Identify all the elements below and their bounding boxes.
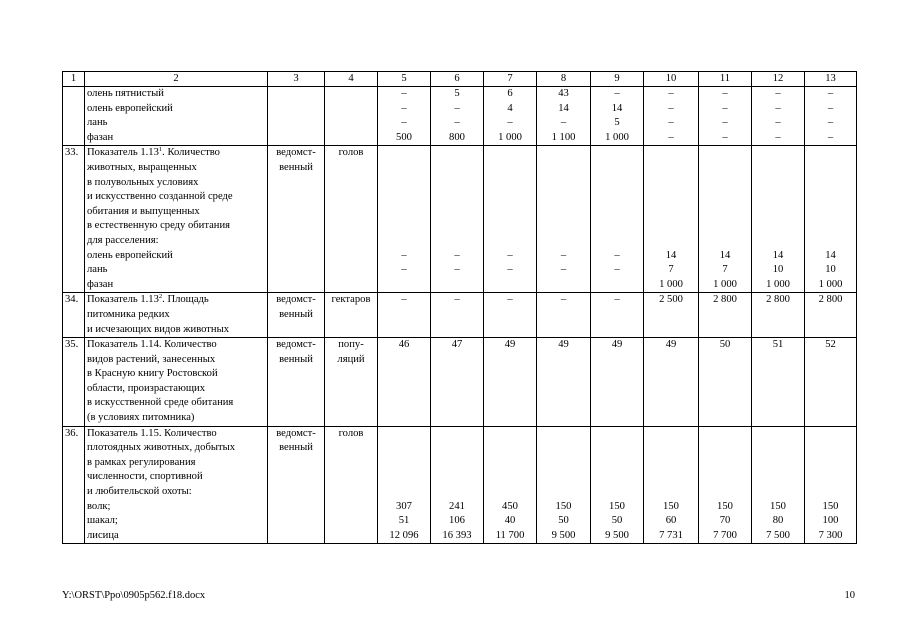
value: 5 (614, 117, 620, 129)
value (486, 278, 534, 293)
value-cell (805, 426, 857, 544)
row-number-cell (63, 87, 85, 146)
value: – (668, 88, 674, 99)
description-line: животных, выращенных (87, 161, 197, 173)
value: 150 (717, 500, 733, 512)
value-cell (537, 87, 591, 146)
column-numbers-row (63, 72, 857, 87)
value-cell (752, 87, 805, 146)
value: 9 500 (551, 529, 576, 541)
value-cell (752, 426, 805, 544)
value: – (722, 117, 728, 129)
column-number-cell: 9 (591, 72, 644, 87)
value: – (507, 264, 513, 276)
department-line: ведомст- (276, 147, 316, 159)
value-cell: – (378, 293, 431, 338)
row-number-cell: 36. (63, 426, 85, 544)
value: – (827, 88, 834, 99)
table-row (63, 87, 857, 146)
value (539, 278, 588, 293)
value: 7 731 (659, 529, 683, 541)
value-cell: 50 (699, 338, 752, 427)
value-cell (699, 87, 752, 146)
value (433, 278, 481, 293)
value-cell: 52 (805, 338, 857, 427)
value: 70 (719, 515, 731, 527)
department-line: ведомст- (276, 294, 316, 306)
value: – (722, 102, 728, 114)
description-line: в полувольных условиях (87, 176, 199, 188)
column-number-cell: 3 (268, 72, 325, 87)
department-line: венный (279, 353, 313, 365)
value: 307 (396, 500, 412, 512)
value: 7 500 (766, 529, 790, 541)
item-label: фазан (87, 131, 114, 143)
unit-cell: голов (325, 146, 378, 293)
department-line: ведомст- (276, 339, 316, 351)
description-line: в искусственной среде обитания (87, 397, 234, 409)
description-line: и исчезающих видов животных (87, 323, 230, 335)
value-cell (644, 87, 699, 146)
value: – (401, 117, 407, 129)
value-cell: 47 (431, 338, 484, 427)
value: – (560, 264, 567, 276)
value: 7 300 (818, 529, 843, 541)
indicator-name-cell (85, 87, 268, 146)
value: – (775, 88, 781, 99)
value-cell (644, 426, 699, 544)
table-row (63, 293, 857, 338)
value: – (827, 131, 834, 143)
value-cell (805, 87, 857, 146)
value-cell: – (591, 293, 644, 338)
value-cell: 2 800 (752, 293, 805, 338)
value-cell: 49 (537, 338, 591, 427)
value: 50 (611, 515, 623, 527)
value-cell: 49 (484, 338, 537, 427)
value-cell: – (537, 293, 591, 338)
value: 50 (558, 515, 569, 527)
value-cell (805, 146, 857, 293)
indicator-title (87, 293, 265, 308)
description-line: численности, спортивной (87, 471, 203, 483)
title-text: . Количество (162, 147, 220, 159)
value: 1 100 (551, 131, 576, 143)
indicator-title (87, 146, 265, 161)
indicators-table (62, 71, 857, 544)
row-number-cell: 35. (63, 338, 85, 427)
value: 14 (825, 249, 836, 261)
value-cell: – (431, 293, 484, 338)
value: – (775, 131, 781, 143)
title-text: Показатель 1.13 (87, 147, 159, 159)
value-cell (537, 426, 591, 544)
column-number-cell: 2 (85, 72, 268, 87)
item-label: волк; (87, 500, 111, 512)
value: 5 (454, 88, 460, 99)
value: – (454, 249, 460, 261)
column-number-cell: 6 (431, 72, 484, 87)
value: – (722, 88, 728, 99)
description-line: плотоядных животных, добытых (87, 442, 236, 454)
title-text: Показатель 1.13 (87, 294, 159, 306)
value: 1 000 (605, 131, 629, 143)
value: 100 (822, 515, 839, 527)
value: 800 (449, 131, 465, 143)
description-line: видов растений, занесенных (87, 353, 216, 365)
value: 150 (770, 500, 786, 512)
value: 11 700 (495, 529, 525, 541)
value: – (827, 117, 834, 129)
item-label: шакал; (87, 515, 118, 527)
indicator-name-cell (85, 426, 268, 544)
value: 9 500 (605, 529, 629, 541)
value-cell: 49 (644, 338, 699, 427)
table-row (63, 146, 857, 293)
value-cell (431, 87, 484, 146)
value (593, 278, 641, 293)
value: – (454, 117, 460, 129)
value: 10 (772, 264, 784, 276)
value (380, 278, 428, 293)
description-line: (в условиях питомника) (87, 412, 195, 424)
description-line: в Красную книгу Ростовской (87, 368, 218, 380)
value: – (454, 102, 460, 114)
value: 80 (772, 515, 784, 527)
value: 51 (398, 515, 410, 527)
footnote-mark: 1 (158, 146, 163, 154)
value: 150 (663, 500, 679, 512)
value-cell: 2 800 (699, 293, 752, 338)
department-cell (268, 338, 325, 427)
value-cell (644, 146, 699, 293)
value: 1 000 (498, 131, 522, 143)
value-cell (752, 146, 805, 293)
value-cell (537, 146, 591, 293)
value: – (507, 249, 513, 261)
value: 40 (504, 515, 516, 527)
value-cell: 51 (752, 338, 805, 427)
description-line: в рамках регулирования (87, 456, 196, 468)
value: 14 (665, 249, 677, 261)
value: – (614, 249, 620, 261)
description-line: в естественную среду обитания (87, 220, 231, 232)
department-cell (268, 293, 325, 338)
column-number-cell: 4 (325, 72, 378, 87)
unit-line: попу- (338, 339, 364, 351)
row-number-cell: 33. (63, 146, 85, 293)
indicator-name-cell (85, 293, 268, 338)
value-cell (378, 426, 431, 544)
value: – (614, 264, 620, 276)
description-line: Показатель 1.15. Количество (87, 427, 217, 439)
value-cell (591, 146, 644, 293)
value-cell: 46 (378, 338, 431, 427)
column-number-cell: 7 (484, 72, 537, 87)
value-cell (699, 426, 752, 544)
value: – (775, 117, 781, 129)
value: 1 000 (659, 278, 683, 290)
column-number-cell: 5 (378, 72, 431, 87)
item-label: олень европейский (87, 102, 173, 114)
value-cell (431, 426, 484, 544)
table-row (63, 426, 857, 544)
department-line: венный (279, 161, 313, 173)
item-label: фазан (87, 278, 114, 290)
value: – (614, 88, 620, 99)
value-cell: 2 500 (644, 293, 699, 338)
description-line: питомника редких (87, 308, 170, 320)
value: 14 (772, 249, 784, 261)
value: 150 (555, 500, 572, 512)
value-cell (699, 146, 752, 293)
column-number-cell: 13 (805, 72, 857, 87)
unit-cell (325, 87, 378, 146)
document-file-path: Y:\ORST\Ppo\0905p562.f18.docx (62, 590, 206, 601)
value: – (401, 88, 407, 99)
footnote-mark: 2 (158, 293, 163, 301)
value: – (668, 131, 674, 143)
unit-cell: голов (325, 426, 378, 544)
value-cell: 49 (591, 338, 644, 427)
description-line: и любительской охоты: (87, 486, 192, 498)
department-line: венный (279, 442, 313, 454)
column-number-cell: 10 (644, 72, 699, 87)
value: 241 (449, 500, 465, 512)
description-line: области, произрастающих (87, 382, 206, 394)
value: – (668, 102, 674, 114)
value: 10 (825, 264, 836, 276)
value-cell (484, 426, 537, 544)
description-line: Показатель 1.14. Количество (87, 339, 217, 351)
value: 7 (668, 264, 674, 276)
value: – (560, 117, 567, 129)
value: 12 096 (389, 529, 419, 541)
value: 4 (507, 102, 513, 114)
title-text: . Площадь (162, 294, 209, 306)
column-number-cell: 12 (752, 72, 805, 87)
value-cell (484, 146, 537, 293)
value-cell (591, 426, 644, 544)
value-cell (378, 87, 431, 146)
value: – (827, 102, 834, 114)
unit-cell (325, 338, 378, 427)
value: – (560, 249, 567, 261)
department-cell (268, 146, 325, 293)
value-cell (484, 87, 537, 146)
column-number-cell: 11 (699, 72, 752, 87)
value-cell: – (484, 293, 537, 338)
indicator-name-cell (85, 146, 268, 293)
value-cell (378, 146, 431, 293)
table-row (63, 338, 857, 427)
value: – (454, 264, 460, 276)
item-label: олень пятнистый (87, 88, 164, 99)
value: – (775, 102, 781, 114)
page-number: 10 (844, 590, 855, 601)
value: 14 (611, 102, 623, 114)
column-number-cell: 8 (537, 72, 591, 87)
value: 1 000 (713, 278, 737, 290)
description-line: для расселения: (87, 234, 159, 246)
value: 1 000 (818, 278, 843, 290)
value: 106 (449, 515, 465, 527)
description-line: обитания и выпущенных (87, 205, 200, 217)
value: 150 (609, 500, 625, 512)
value: 14 (558, 102, 569, 114)
value: – (401, 249, 407, 261)
value: 500 (396, 131, 412, 143)
unit-line: ляций (337, 353, 365, 365)
row-number-cell: 34. (63, 293, 85, 338)
value: 60 (665, 515, 677, 527)
value-cell: 2 800 (805, 293, 857, 338)
department-line: венный (279, 308, 313, 320)
value: 14 (719, 249, 731, 261)
value: 7 (722, 264, 728, 276)
value: – (507, 117, 513, 129)
value: 7 700 (713, 529, 737, 541)
value: 43 (558, 88, 569, 99)
value: – (722, 131, 728, 143)
item-label: лань (87, 264, 108, 276)
value: – (668, 117, 674, 129)
value: 450 (502, 500, 518, 512)
department-cell (268, 87, 325, 146)
value-cell (591, 87, 644, 146)
value: 150 (822, 500, 839, 512)
value: 16 393 (442, 529, 472, 541)
value-cell (431, 146, 484, 293)
value: 6 (507, 88, 513, 99)
item-label: лань (87, 117, 108, 129)
value: – (401, 102, 407, 114)
value: 1 000 (766, 278, 790, 290)
item-label: олень европейский (87, 249, 173, 261)
indicator-name-cell (85, 338, 268, 427)
description-line: и искусственно созданной среде (87, 191, 233, 203)
unit-cell: гектаров (325, 293, 378, 338)
item-label: лисица (87, 529, 119, 541)
column-number-cell: 1 (63, 72, 85, 87)
value: – (401, 264, 407, 276)
department-cell (268, 426, 325, 544)
department-line: ведомст- (276, 427, 316, 439)
